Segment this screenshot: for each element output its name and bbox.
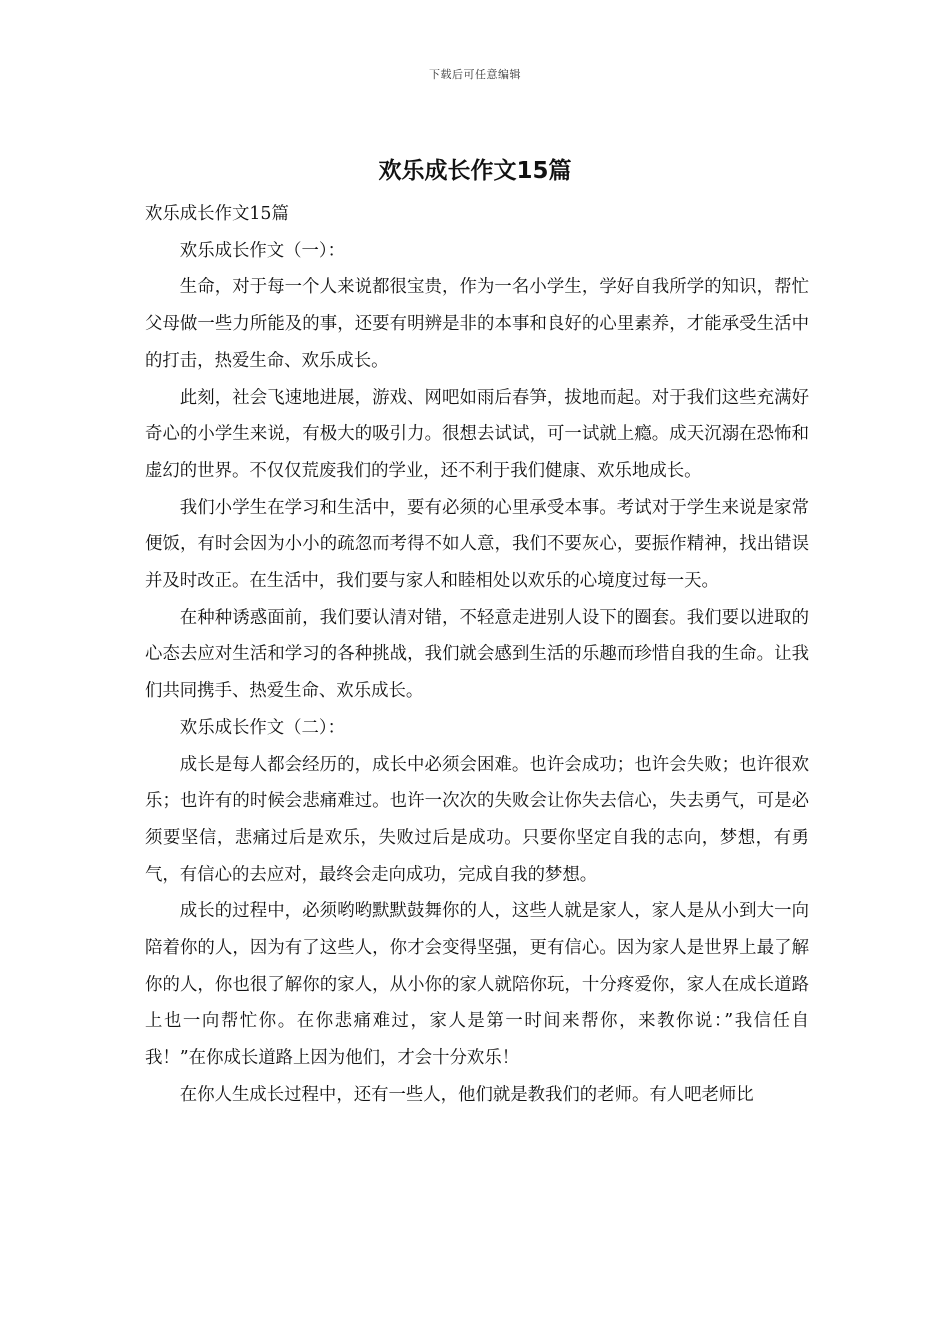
paragraph: 成长是每人都会经历的，成长中必须会困难。也许会成功；也许会失败；也许很欢乐；也许有的时候会悲痛难过。也许一次次的失败会让你失去信心，失去勇气，可是必须要坚信，悲痛过后是欢乐，失败过后是成功。只要你坚定自我的志向，梦想，有勇气，有信心的去应对，最终会走向成功，完成自我的梦想。 — [145, 754, 809, 885]
paragraph: 在你人生成长过程中，还有一些人，他们就是教我们的老师。有人吧老师比 — [179, 1084, 754, 1105]
header-note: 下载后可任意编辑 — [429, 68, 521, 81]
paragraph-subtitle: 欢乐成长作文15篇 — [145, 204, 289, 224]
paragraph: 生命，对于每一个人来说都很宝贵，作为一名小学生，学好自我所学的知识，帮忙父母做一些力所能及的事，还要有明辨是非的本事和良好的心里素养，才能承受生活中的打击，热爱生命、欢乐成长。 — [145, 277, 809, 371]
paragraph: 此刻，社会飞速地进展，游戏、网吧如雨后春笋，拔地而起。对于我们这些充满好奇心的小学生来说，有极大的吸引力。很想去试试，可一试就上瘾。成天沉溺在恐怖和虚幻的世界。不仅仅荒废我们的学业，还不利于我们健康、欢乐地成长。 — [145, 387, 809, 481]
section-heading-2: 欢乐成长作文（二）： — [179, 717, 346, 738]
paragraph: 成长的过程中，必须哟哟默默鼓舞你的人，这些人就是家人，家人是从小到大一向陪着你的人，因为有了这些人，你才会变得坚强，更有信心。因为家人是世界上最了解你的人，你也很了解你的家人，从小你的家人就陪你玩，十分疼爱你，家人在成长道路上也一向帮忙你。在你悲痛难过，家人是第一时间来帮你，来教你说：”我信任自我！”在你成长道路上因为他们，才会十分欢乐！ — [145, 901, 809, 1069]
document-title: 欢乐成长作文15篇 — [378, 158, 572, 184]
document-body — [145, 196, 809, 1114]
section-heading-1: 欢乐成长作文（一）： — [179, 240, 346, 261]
paragraph: 在种种诱惑面前，我们要认清对错，不轻意走进别人设下的圈套。我们要以进取的心态去应对生活和学习的各种挑战，我们就会感到生活的乐趣而珍惜自我的生命。让我们共同携手、热爱生命、欢乐成长。 — [145, 607, 809, 702]
paragraph: 我们小学生在学习和生活中，要有必须的心里承受本事。考试对于学生来说是家常便饭，有时会因为小小的疏忽而考得不如人意，我们不要灰心，要振作精神，找出错误并及时改正。在生活中，我们要与家人和睦相处以欢乐的心境度过每一天。 — [145, 497, 809, 592]
